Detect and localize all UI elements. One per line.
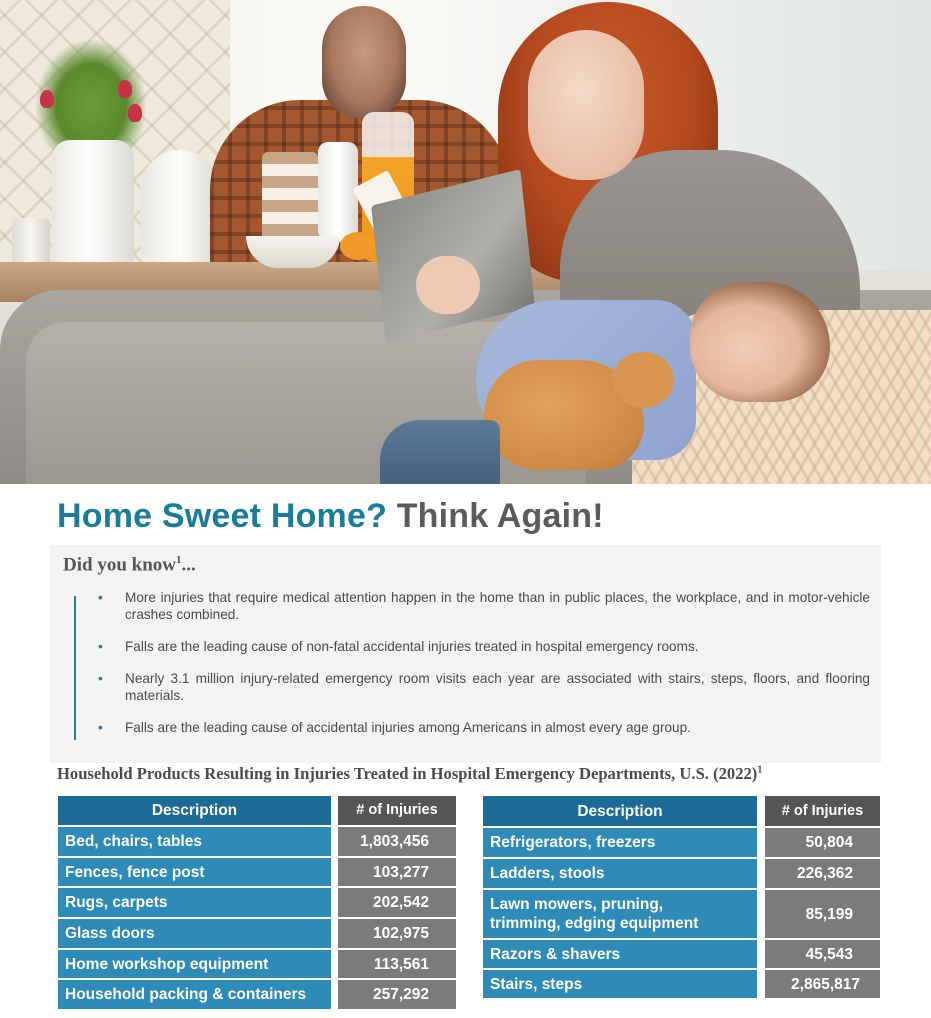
tulip-flower — [128, 104, 142, 122]
table-title-text: Household Products Resulting in Injuries Treated in Hospital Emergency Departments, U.S. (2022) — [57, 764, 758, 783]
row-injuries: 50,804 — [765, 828, 880, 857]
column-header-injuries: # of Injuries — [338, 796, 456, 825]
bullet-icon: • — [98, 638, 103, 654]
hand — [416, 256, 480, 314]
row-description: Household packing & containers — [58, 980, 331, 1009]
row-description: Refrigerators, freezers — [483, 828, 757, 857]
did-you-know-box — [50, 545, 881, 763]
row-injuries: 1,803,456 — [338, 827, 456, 856]
tulip-flower — [40, 90, 54, 108]
column-header-injuries: # of Injuries — [765, 796, 880, 826]
bullet-icon: • — [98, 589, 103, 605]
row-description: Fences, fence post — [58, 858, 331, 886]
vase — [52, 140, 134, 268]
row-injuries: 2,865,817 — [765, 970, 880, 998]
row-description: Home workshop equipment — [58, 950, 331, 978]
child-head — [690, 282, 830, 402]
did-you-know-heading — [63, 554, 196, 576]
row-injuries: 202,542 — [338, 888, 456, 917]
fact-item — [98, 670, 870, 704]
row-injuries: 45,543 — [765, 940, 880, 968]
row-description: Glass doors — [58, 919, 331, 948]
row-description: Ladders, stools — [483, 859, 757, 888]
row-description: Lawn mowers, pruning, trimming, edging equipment — [483, 890, 757, 938]
fact-text: Falls are the leading cause of accidental injuries among Americans in almost every age group. — [125, 720, 691, 735]
did-you-know-heading-text: Did you know — [63, 554, 176, 576]
row-injuries: 102,975 — [338, 919, 456, 948]
row-description: Rugs, carpets — [58, 888, 331, 917]
hero-photo — [0, 0, 931, 484]
page-title-grey: Think Again! — [396, 497, 604, 535]
fact-text: More injuries that require medical attention happen in the home than in public places, the workplace, and in motor-vehicle crashes combined. — [125, 590, 870, 622]
page-title-blue: Home Sweet Home? — [57, 497, 388, 535]
bullet-icon: • — [98, 670, 103, 686]
tulip-flower — [118, 80, 132, 98]
row-injuries: 257,292 — [338, 980, 456, 1009]
teddy-bear-head — [612, 352, 674, 408]
teapot — [140, 150, 220, 262]
column-header-description: Description — [483, 796, 757, 826]
row-injuries: 85,199 — [765, 890, 880, 938]
page-title — [57, 497, 604, 536]
orange — [340, 232, 376, 260]
jeans — [380, 420, 500, 484]
accent-rule — [74, 596, 76, 740]
row-injuries: 226,362 — [765, 859, 880, 888]
bullet-icon: • — [98, 719, 103, 735]
fact-text: Falls are the leading cause of non-fatal accidental injuries treated in hospital emergency rooms. — [125, 639, 699, 654]
milk-bottle — [318, 142, 358, 242]
row-injuries: 113,561 — [338, 950, 456, 978]
footnote-marker: 1 — [757, 764, 763, 776]
man-head — [322, 6, 406, 118]
fact-item — [98, 638, 870, 655]
row-description: Stairs, steps — [483, 970, 757, 998]
row-injuries: 103,277 — [338, 858, 456, 886]
fact-item — [98, 719, 870, 736]
fact-list — [98, 589, 870, 751]
footnote-marker: 1 — [176, 554, 182, 566]
fact-text: Nearly 3.1 million injury-related emergency room visits each year are associated with stairs, steps, floors, and flooring materials. — [125, 671, 870, 703]
fact-item — [98, 589, 870, 623]
column-header-description: Description — [58, 796, 331, 825]
table-title — [57, 764, 762, 784]
glass — [262, 152, 318, 246]
row-description: Bed, chairs, tables — [58, 827, 331, 856]
woman-face — [528, 30, 644, 180]
did-you-know-heading-suffix: ... — [181, 554, 196, 576]
row-description: Razors & shavers — [483, 940, 757, 968]
